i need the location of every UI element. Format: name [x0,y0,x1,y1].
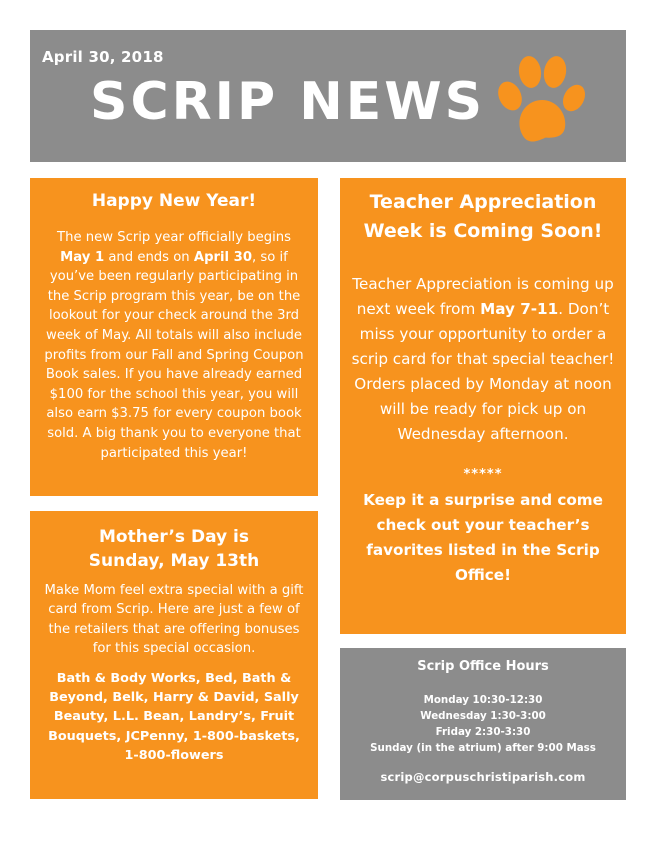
mothers-day-heading [40,525,308,573]
teacher-call-to-action: Keep it a surprise and come check out your teacher’s favorites listed in the Scrip Office! [363,491,603,584]
teacher-heading-line2: Week is Coming Soon! [363,220,603,242]
teacher-heading-line1: Teacher Appreciation [369,191,597,213]
mothers-day-heading-line2: Sunday, May 13th [88,551,260,571]
section-divider: ***** [463,467,503,482]
office-hours-list [340,692,626,756]
mothers-day-body: Make Mom feel extra special with a gift card from Scrip. Here are just a few of the retailers that are offering bonuses for this special occasion. [44,583,304,657]
new-year-heading: Happy New Year! [91,191,257,211]
newsletter-header [30,30,626,162]
office-hours-item: Friday 2:30-3:30 [435,726,531,738]
new-year-body: The new Scrip year officially begins May 1 and ends on April 30, so if you’ve been regularly participating in the Scrip program this year, be on the lookout for your check around the 3rd week of May. All totals will also include profits from our Fall and Spring Coupon Book sales. If you have already earned $100 for the school this year, you will also earn $3.75 for every coupon book sold. A big thank you to everyone that participated this year! [44,230,304,461]
retailer-list: Bath & Body Works, Bed, Bath & Beyond, Belk, Harry & David, Sally Beauty, L.L. Bean, Landry’s, Fruit Bouquets, JCPenny, 1-800-baskets, 1-800-flowers [48,670,300,764]
office-hours-item: Wednesday 1:30-3:00 [420,710,546,722]
paw-print-icon [492,52,588,152]
office-hours-item: Monday 10:30-12:30 [423,694,543,706]
new-year-section [30,178,318,496]
office-email: scrip@corpuschristiparish.com [380,770,586,784]
mothers-day-heading-line1: Mother’s Day is [99,527,249,547]
teacher-body: Teacher Appreciation is coming up next week from May 7-11. Don’t miss your opportunity to order a scrip card for that special teacher! Orders placed by Monday at noon will be ready for pick up on Wednesday afternoon. [351,275,615,443]
newsletter-title: SCRIP NEWS [90,72,486,132]
teacher-heading [350,188,616,246]
office-hours-item: Sunday (in the atrium) after 9:00 Mass [370,742,596,754]
office-hours-heading: Scrip Office Hours [417,659,549,674]
teacher-appreciation-section [340,178,626,634]
issue-date: April 30, 2018 [42,48,164,66]
mothers-day-section [30,511,318,799]
office-hours-section [340,648,626,800]
